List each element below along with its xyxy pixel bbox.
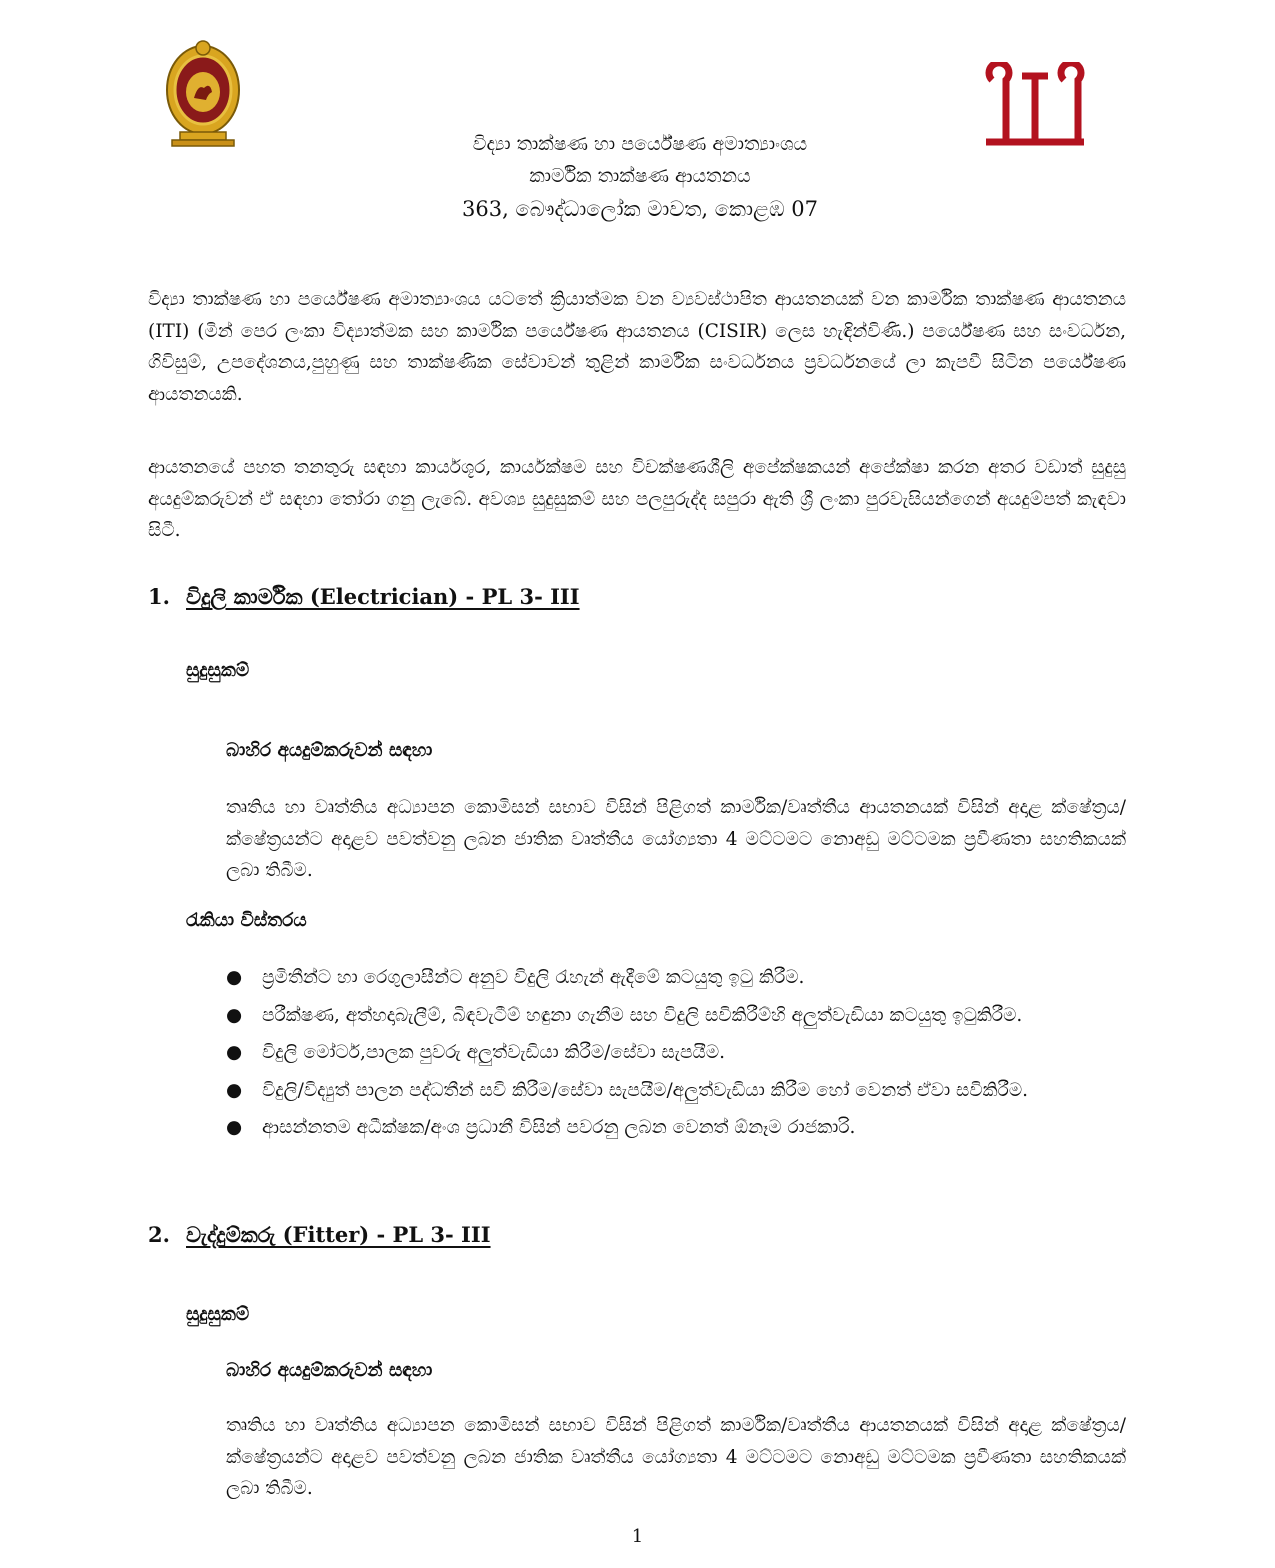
list-item: ● ආසන්නතම අධීක්ෂක/අංශ ප්‍රධානී විසින් පවරනු ලබන වෙනත් ඕනෑම රාජකාරි.: [226, 1112, 1126, 1144]
bullet-icon: ●: [226, 967, 243, 988]
bullet-icon: ●: [226, 1004, 243, 1026]
external-applicants-heading: බාහිර අයදුම්කරුවන් සඳහා: [226, 740, 433, 761]
section-title-fitter: [148, 1222, 491, 1248]
list-item: ● ප්‍රමිතීන්ට හා රෙගුලාසීන්ට අනුව විදුලි රැහැන් ඇදීමේ කටයුතු ඉටු කිරීම.: [226, 962, 1126, 994]
section-number: 2.: [148, 1222, 170, 1247]
letterhead: [330, 128, 950, 226]
list-item: ● විදුලි මෝටර්,පාලක පුවරු අලුත්වැඩියා කිරීම/සේවා සැපයීම.: [226, 1037, 1126, 1069]
section-title-text: විදුලි කාර්මික (Electrician) - PL 3- III: [186, 584, 580, 609]
sri-lanka-emblem-icon: [160, 38, 246, 148]
institute-address: 363, බෞද්ධාලෝක මාවත, කොළඹ 07: [462, 197, 818, 221]
bullet-icon: ●: [226, 1117, 243, 1138]
external-qualification-text: තෘතිය හා වෘත්තිය අධ්‍යාපන කොමිසන් සභාව විසින් පිළිගත් කාර්මික/වෘත්තීය ආයතනයක් විසින් අදාළ ක්ෂේත්‍රය/ක්ෂේත්‍රයන්ට අදාළව පවත්වනු ලබන ජාතික වෘත්තීය යෝග්‍යතා 4 මට්ටමට නොඅඩු මට්ටමක ප්‍රවීණතා සහතිකයක් ලබා තිබීම.: [226, 1415, 1126, 1499]
intro-paragraph-2: ආයතනයේ පහත තනතුරු සඳහා කාර්යශූර, කාර්යක්ෂම සහ විචක්ෂණශීලි අපේක්ෂකයන් අපේක්ෂා කරන අතර වඩාත් සුදුසු අයදුම්කරුවන් ඒ සඳහා තෝරා ගනු ලැබේ. අවශ්‍ය සුදුසුකම් සහ පලපුරුද්ද සපුරා ඇති ශ්‍රී ලංකා පුරවැසියන්ගෙන් අයදුම්පත් කැඳවා සිටී.: [148, 457, 1126, 541]
section-number: 1.: [148, 584, 170, 609]
qualifications-heading: සුදුසුකම්: [186, 660, 250, 681]
list-item: ● විදුලි/විද්‍යුත් පාලන පද්ධතීන් සවි කිරීම/සේවා සැපයීම/අලුත්වැඩියා කිරීම හෝ වෙනත් ඒවා සවිකිරීම.: [226, 1075, 1126, 1107]
list-item: ● පරීක්ෂණ, අත්හදාබැලීම්, බිඳවැටීම් හඳුනා ගැනීම සහ විදුලි සවිකිරීම්හි අලුත්වැඩියා කටයුතු ඉටුකිරීම.: [226, 1000, 1126, 1032]
bullet-icon: ●: [226, 1042, 243, 1063]
external-applicants-heading: බාහිර අයදුම්කරුවන් සඳහා: [226, 1360, 433, 1381]
iti-logo-icon: [980, 62, 1090, 146]
institute-name: කාර්මික තාක්ෂණ ආයතනය: [529, 165, 751, 187]
job-duties-list: [226, 962, 1126, 1150]
section-title-text: වැද්දුම්කරු (Fitter) - PL 3- III: [186, 1222, 491, 1247]
section-title-electrician: [148, 584, 580, 610]
external-qualification-text: තෘතිය හා වෘත්තිය අධ්‍යාපන කොමිසන් සභාව විසින් පිළිගත් කාර්මික/වෘත්තීය ආයතනයක් විසින් අදාළ ක්ෂේත්‍රය/ක්ෂේත්‍රයන්ට අදාළව පවත්වනු ලබන ජාතික වෘත්තීය යෝග්‍යතා 4 මට්ටමට නොඅඩු මට්ටමක ප්‍රවීණතා සහතිකයක් ලබා තිබීම.: [226, 797, 1126, 881]
page-number: 1: [631, 1526, 644, 1547]
job-description-heading: රැකියා විස්තරය: [186, 910, 307, 931]
ministry-name: විද්‍යා තාක්ෂණ හා පර්යේෂණ අමාත්‍යාංශය: [472, 133, 808, 155]
bullet-icon: ●: [226, 1079, 243, 1101]
qualifications-heading: සුදුසුකම්: [186, 1304, 250, 1325]
intro-paragraph-1: විද්‍යා තාක්ෂණ හා පර්යේෂණ අමාත්‍යාංශය යටතේ ක්‍රියාත්මක වන ව්‍යවස්ථාපිත ආයතනයක් වන කාර්මික තාක්ෂණ ආයතනය (ITI) (මින් පෙර ලංකා විද්‍යාත්මක සහ කාර්මික පර්යේෂණ ආයතනය (CISIR) ලෙස හැඳින්විණි.) පර්යේෂණ සහ සංවර්ධන, ගිවිසුම්, උපදේශනය,පුහුණු සහ තාක්ෂණික සේවාවන් තුළින් කාර්මික සංවර්ධනය ප්‍රවර්ධනයේ ලා කැපවී සිටින පර්යේෂණ ආයතනයකි.: [148, 289, 1126, 405]
